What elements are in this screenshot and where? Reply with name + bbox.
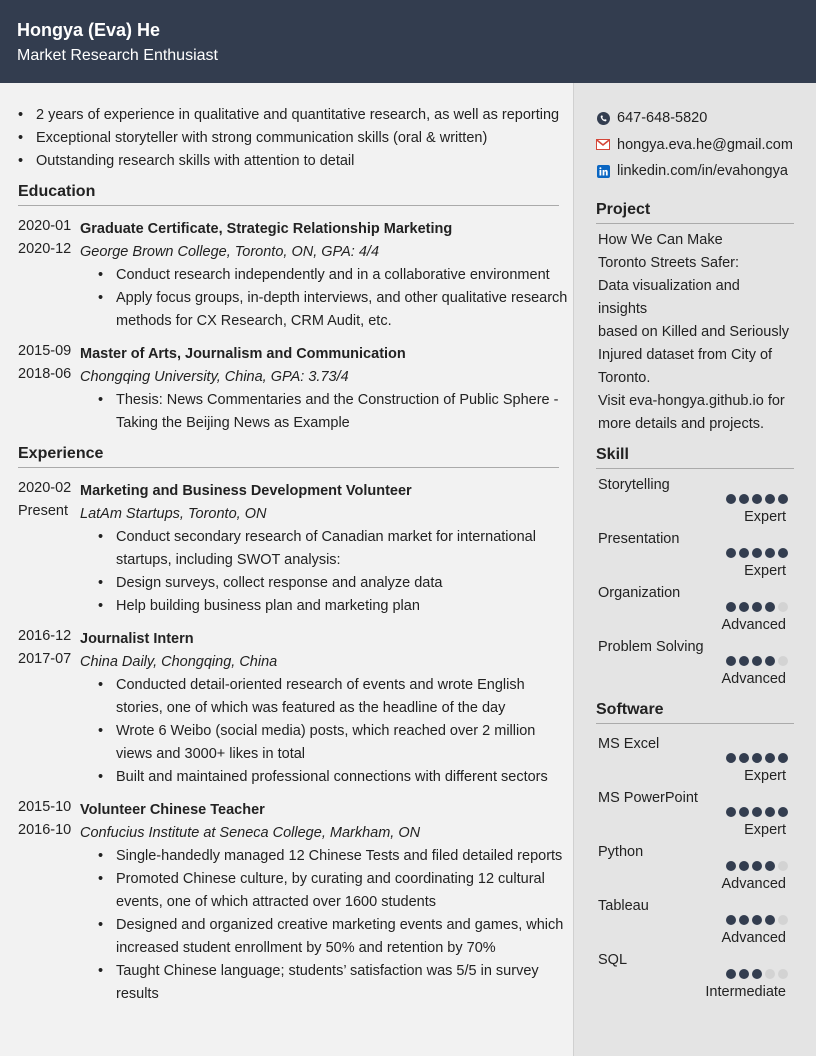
project-line: Injured dataset from City of — [598, 346, 773, 363]
education-entry — [18, 343, 573, 435]
sidebar — [573, 83, 816, 1056]
skill-rating — [596, 531, 792, 585]
rating-dots — [726, 861, 788, 871]
rating-dot-filled — [726, 602, 736, 612]
software-rating — [596, 844, 792, 898]
rating-dots — [726, 969, 788, 979]
rating-dot-empty — [778, 969, 788, 979]
skill-rating — [596, 585, 792, 639]
software-level: Expert — [744, 767, 786, 784]
rating-dot-filled — [752, 548, 762, 558]
rating-dot-filled — [739, 548, 749, 558]
linkedin-row — [596, 158, 792, 185]
linkedin-url[interactable]: linkedin.com/in/evahongya — [617, 163, 788, 179]
experience-entry — [18, 480, 573, 618]
rating-dot-empty — [765, 969, 775, 979]
entry-bullet: • Taught Chinese language; students’ satisfaction was 5/5 in survey results — [98, 960, 573, 1006]
rating-dots — [726, 548, 788, 558]
software-name: SQL — [598, 951, 628, 968]
entry-bullet: • Designed and organized creative marketing events and games, which increased student enrollment by 50% and retention by 70% — [98, 914, 573, 960]
rating-dot-filled — [752, 656, 762, 666]
software-rating — [596, 898, 792, 952]
entry-end-date: 2017-07 — [18, 651, 72, 667]
rating-dot-filled — [726, 548, 736, 558]
experience-heading: Experience — [18, 445, 559, 468]
rating-dot-filled — [778, 548, 788, 558]
rating-dot-filled — [752, 915, 762, 925]
entry-organization: LatAm Startups, Toronto, ON — [80, 506, 267, 522]
entry-start-date: 2020-01 — [18, 218, 72, 234]
rating-dots — [726, 807, 788, 817]
rating-dot-empty — [778, 861, 788, 871]
software-name: MS Excel — [598, 735, 660, 752]
entry-organization: George Brown College, Toronto, ON, GPA: 4/4 — [80, 244, 380, 260]
rating-dot-filled — [765, 753, 775, 763]
rating-dot-filled — [778, 753, 788, 763]
entry-title: Journalist Intern — [80, 631, 194, 647]
rating-dot-filled — [739, 915, 749, 925]
summary-item: • Exceptional storyteller with strong communication skills (oral & written) — [18, 127, 573, 150]
rating-dot-filled — [765, 548, 775, 558]
candidate-title: Market Research Enthusiast — [17, 47, 218, 64]
project-heading: Project — [596, 201, 794, 224]
rating-dots — [726, 494, 788, 504]
software-level: Advanced — [721, 929, 786, 946]
skill-level: Advanced — [721, 670, 786, 687]
rating-dot-filled — [739, 753, 749, 763]
rating-dot-filled — [765, 494, 775, 504]
entry-organization: Confucius Institute at Seneca College, Markham, ON — [80, 825, 421, 841]
software-name: Python — [598, 843, 644, 860]
entry-title: Marketing and Business Development Volunteer — [80, 483, 412, 499]
entry-bullet: • Conducted detail-oriented research of events and wrote English stories, one of which was featured as the headline of the day — [98, 674, 573, 720]
rating-dot-filled — [726, 494, 736, 504]
software-level: Intermediate — [705, 983, 786, 1000]
entry-start-date: 2016-12 — [18, 628, 72, 644]
experience-entry — [18, 628, 573, 789]
rating-dot-filled — [726, 753, 736, 763]
skill-name: Organization — [598, 584, 681, 601]
email-address[interactable]: hongya.eva.he@gmail.com — [617, 136, 793, 153]
entry-organization: China Daily, Chongqing, China — [80, 654, 278, 670]
skill-name: Problem Solving — [598, 638, 704, 655]
project-line: Toronto Streets Safer: — [598, 254, 740, 271]
contact-block — [596, 105, 792, 185]
rating-dot-filled — [752, 807, 762, 817]
entry-end-date: 2016-10 — [18, 822, 72, 838]
skill-level: Expert — [744, 508, 786, 525]
experience-entry — [18, 799, 573, 1006]
rating-dots — [726, 915, 788, 925]
project-line: How We Can Make — [598, 231, 723, 248]
rating-dot-filled — [752, 753, 762, 763]
entry-start-date: 2020-02 — [18, 480, 72, 496]
rating-dot-filled — [778, 494, 788, 504]
entry-end-date: 2018-06 — [18, 366, 72, 382]
rating-dot-filled — [739, 861, 749, 871]
phone-icon — [596, 111, 610, 125]
rating-dot-filled — [752, 969, 762, 979]
rating-dot-filled — [726, 807, 736, 817]
rating-dot-filled — [765, 915, 775, 925]
entry-bullet: • Single-handedly managed 12 Chinese Tests and filed detailed reports — [98, 845, 573, 868]
rating-dot-filled — [765, 656, 775, 666]
entry-bullet: • Help building business plan and marketing plan — [98, 595, 573, 618]
project-line: based on Killed and Seriously — [598, 323, 790, 340]
rating-dot-filled — [726, 861, 736, 871]
skill-level: Expert — [744, 562, 786, 579]
skill-heading: Skill — [596, 446, 794, 469]
candidate-name: Hongya (Eva) He — [17, 20, 161, 40]
entry-organization: Chongqing University, China, GPA: 3.73/4 — [80, 369, 349, 385]
rating-dot-filled — [739, 494, 749, 504]
software-heading: Software — [596, 701, 794, 724]
entry-start-date: 2015-10 — [18, 799, 72, 815]
rating-dot-filled — [739, 602, 749, 612]
skill-name: Storytelling — [598, 476, 670, 493]
project-line: Visit eva-hongya.github.io for — [598, 392, 785, 409]
rating-dot-filled — [752, 494, 762, 504]
entry-bullet: • Apply focus groups, in-depth interviews, and other qualitative research methods for CX Research, CRM Audit, etc. — [98, 287, 573, 333]
rating-dot-filled — [739, 807, 749, 817]
rating-dot-filled — [726, 656, 736, 666]
project-description — [596, 224, 792, 436]
project-line: more details and projects. — [598, 415, 765, 432]
entry-title: Volunteer Chinese Teacher — [80, 802, 265, 818]
software-list — [596, 736, 792, 1006]
entry-end-date: Present — [18, 503, 68, 519]
software-level: Advanced — [721, 875, 786, 892]
phone-row — [596, 105, 792, 132]
entry-bullet: • Wrote 6 Weibo (social media) posts, which reached over 2 million views and 3000+ likes in total — [98, 720, 573, 766]
email-row — [596, 132, 792, 159]
skill-level: Advanced — [721, 616, 786, 633]
resume-header — [0, 0, 816, 83]
entry-bullet: • Promoted Chinese culture, by curating and coordinating 12 cultural events, one of which attracted over 1600 students — [98, 868, 573, 914]
entry-end-date: 2020-12 — [18, 241, 72, 257]
entry-bullet: • Conduct research independently and in a collaborative environment — [98, 264, 573, 287]
entry-start-date: 2015-09 — [18, 343, 72, 359]
education-entry — [18, 218, 573, 333]
phone-number[interactable]: 647-648-5820 — [617, 110, 708, 126]
rating-dot-filled — [752, 602, 762, 612]
project-line: Toronto. — [598, 369, 651, 386]
rating-dot-filled — [739, 656, 749, 666]
skill-list — [596, 477, 792, 693]
main-column — [0, 83, 573, 1056]
entry-title: Graduate Certificate, Strategic Relationship Marketing — [80, 221, 453, 237]
skill-rating — [596, 639, 792, 693]
rating-dot-filled — [765, 861, 775, 871]
rating-dot-filled — [765, 807, 775, 817]
entry-bullet: • Design surveys, collect response and analyze data — [98, 572, 573, 595]
rating-dot-filled — [726, 969, 736, 979]
software-level: Expert — [744, 821, 786, 838]
project-line: Data visualization and insights — [598, 277, 740, 317]
rating-dot-filled — [752, 861, 762, 871]
linkedin-icon — [596, 164, 610, 178]
summary-item: • Outstanding research skills with attention to detail — [18, 150, 573, 173]
rating-dot-filled — [778, 807, 788, 817]
entry-bullet: • Built and maintained professional connections with different sectors — [98, 766, 573, 789]
summary-item: • 2 years of experience in qualitative and quantitative research, as well as reporting — [18, 104, 573, 127]
skill-rating — [596, 477, 792, 531]
entry-bullet: • Conduct secondary research of Canadian market for international startups, including SWOT analysis: — [98, 526, 573, 572]
summary-list — [18, 104, 573, 173]
software-rating — [596, 790, 792, 844]
rating-dots — [726, 602, 788, 612]
software-name: MS PowerPoint — [598, 789, 698, 806]
rating-dot-filled — [765, 602, 775, 612]
rating-dot-filled — [726, 915, 736, 925]
education-heading: Education — [18, 183, 559, 206]
rating-dots — [726, 753, 788, 763]
software-name: Tableau — [598, 897, 649, 914]
rating-dots — [726, 656, 788, 666]
skill-name: Presentation — [598, 530, 680, 547]
software-rating — [596, 736, 792, 790]
software-rating — [596, 952, 792, 1006]
rating-dot-empty — [778, 915, 788, 925]
rating-dot-empty — [778, 602, 788, 612]
rating-dot-empty — [778, 656, 788, 666]
email-icon — [596, 138, 610, 152]
entry-title: Master of Arts, Journalism and Communication — [80, 346, 406, 362]
entry-bullet: • Thesis: News Commentaries and the Construction of Public Sphere - Taking the Beijing News as Example — [98, 389, 573, 435]
rating-dot-filled — [739, 969, 749, 979]
